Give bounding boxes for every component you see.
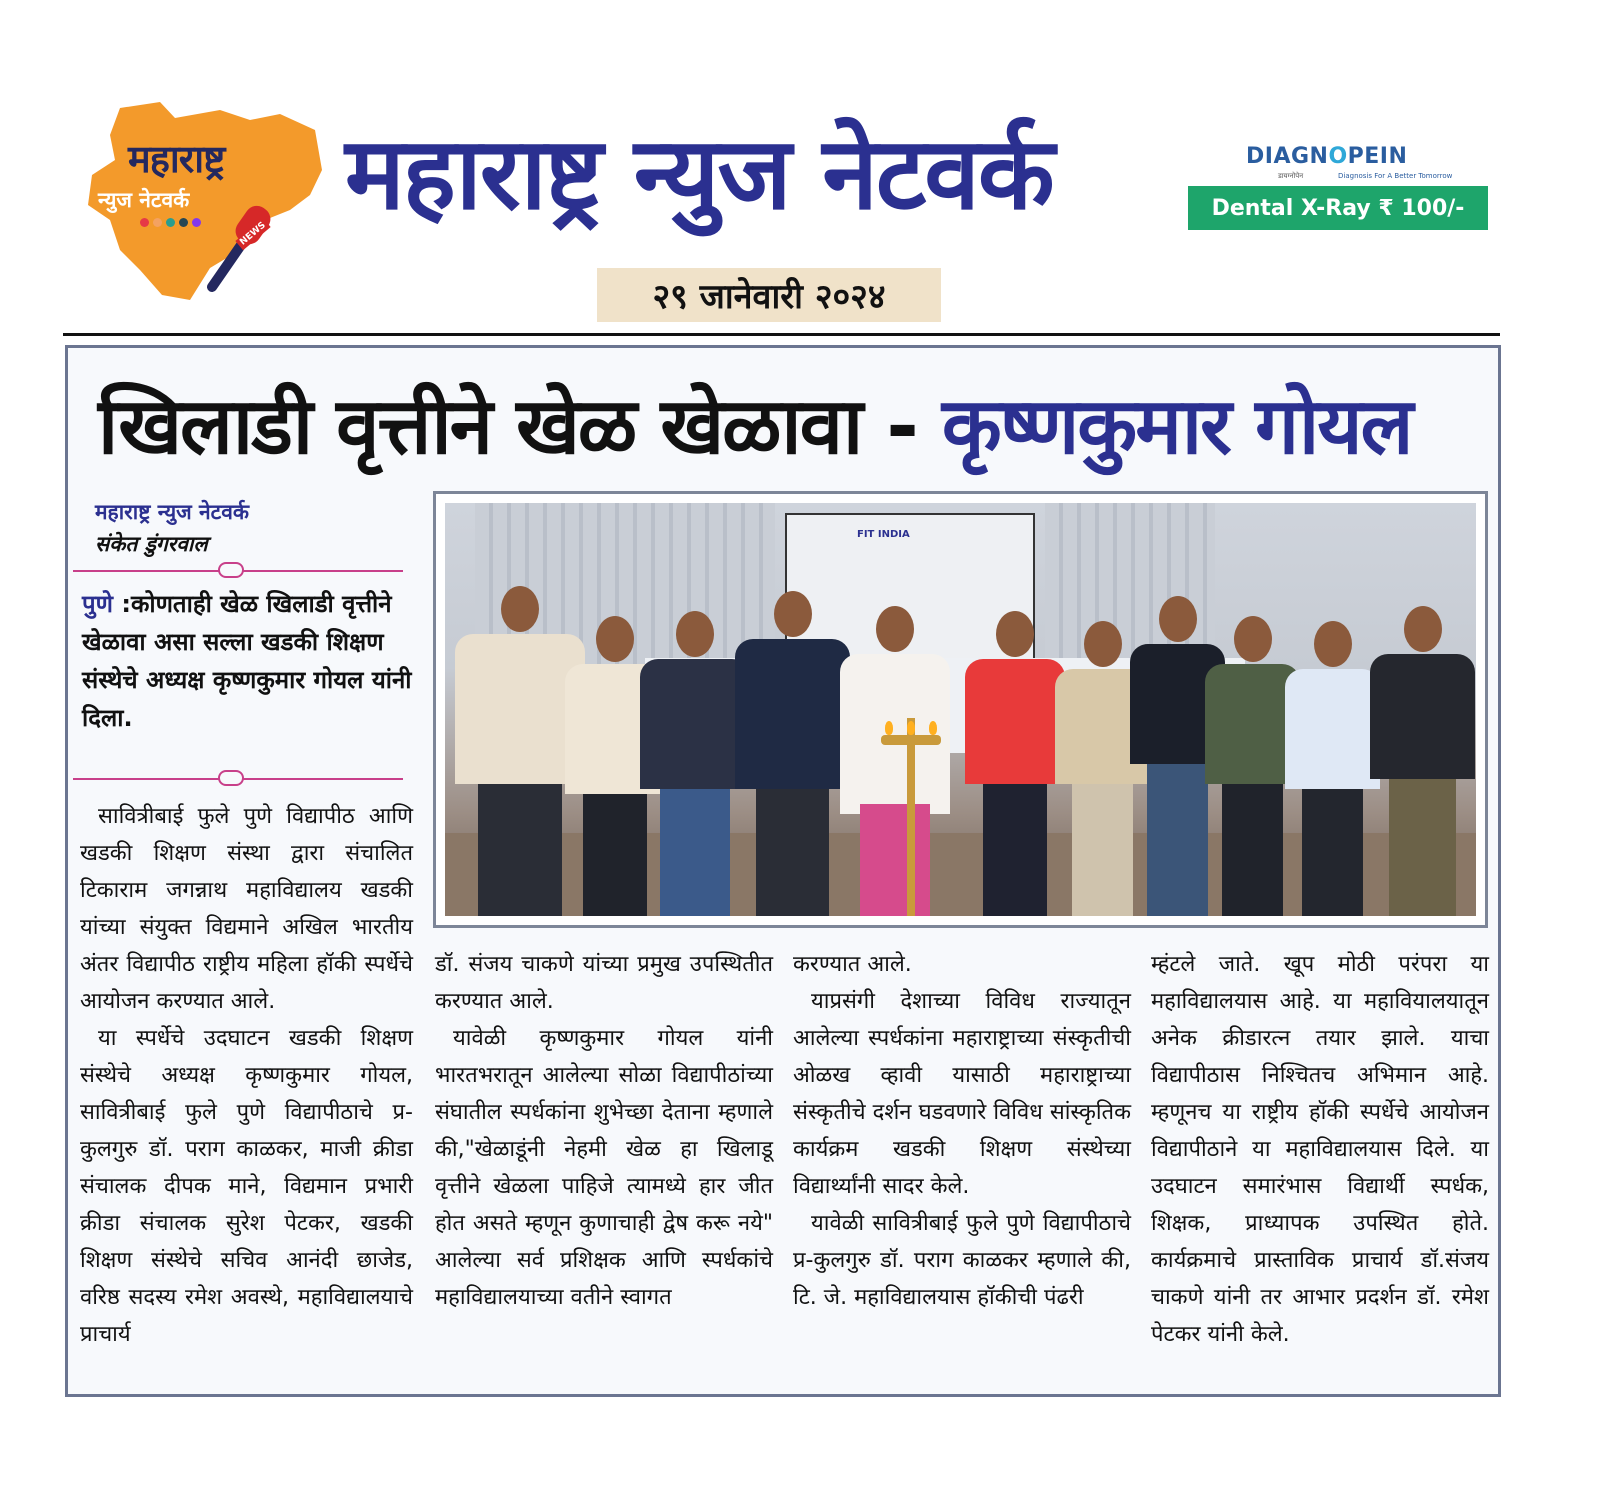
article-photo — [433, 491, 1488, 928]
paragraph: यावेळी सावित्रीबाई फुले पुणे विद्यापीठाचे प्र-कुलगुरु डॉ. पराग काळकर म्हणाले की, टि. जे. महाविद्यालयास हॉकीची पंढरी — [793, 1211, 1131, 1310]
person — [840, 606, 950, 916]
oil-lamp — [907, 718, 915, 916]
ad-offer: Dental X-Ray ₹ 100/- — [1188, 186, 1488, 230]
headline-main: खिलाडी वृत्तीने खेळ खेळावा - — [98, 382, 917, 472]
group-photo — [445, 503, 1476, 916]
paper-logo — [80, 100, 340, 310]
dateline-city: पुणे — [82, 590, 113, 618]
article-headline — [98, 370, 1411, 476]
logo-news-tag: NEWS — [235, 218, 270, 250]
article-lead — [82, 585, 412, 737]
person — [1370, 606, 1475, 916]
paragraph: डॉ. संजय चाकणे यांच्या प्रमुख उपस्थितीत करण्यात आले. — [435, 952, 773, 1014]
person — [1285, 621, 1380, 916]
headline-name: कृष्णकुमार गोयल — [941, 382, 1412, 472]
ad-tag-marathi: डायग्नोपेन — [1278, 172, 1304, 180]
masthead — [0, 0, 1600, 340]
masthead-divider — [63, 333, 1500, 336]
person — [735, 591, 850, 916]
article-column-3 — [793, 946, 1131, 1316]
divider-top — [73, 570, 403, 572]
ad-brand: DIAGNOPEIN — [1246, 144, 1408, 169]
logo-line1: महाराष्ट्र — [128, 136, 225, 181]
logo-dots — [140, 218, 201, 227]
article-column-2 — [435, 946, 773, 1316]
paragraph: या स्पर्धेचे उदघाटन खडकी शिक्षण संस्थेचे अध्यक्ष कृष्णकुमार गोयल, सावित्रीबाई फुले पुणे विद्यापीठाचे प्र-कुलगुरु डॉ. पराग काळकर, माजी क्रीडा संचालक दीपक माने, विद्यमान प्रभारी क्रीडा संचालक सुरेश पेटकर, खडकी शिक्षण संस्थेचे सचिव आनंदी छाजेड, वरिष्ठ सदस्य रमेश अवस्थे, महाविद्यालयाचे प्राचार्य — [80, 1026, 413, 1347]
byline-author: संकेत डुंगरवाल — [95, 532, 208, 556]
projector-screen: FIT INDIA — [785, 513, 1035, 663]
article-frame — [65, 345, 1501, 1397]
article-column-4 — [1151, 946, 1489, 1353]
person — [965, 611, 1065, 916]
paragraph: सावित्रीबाई फुले पुणे विद्यापीठ आणि खडकी शिक्षण संस्था द्वारा संचालित टिकाराम जगन्नाथ महाविद्यालय खडकी यांच्या संयुक्त विद्यमाने अखिल भारतीय अंतर विद्यापीठ राष्ट्रीय महिला हॉकी स्पर्धेचे आयोजन करण्यात आले. — [80, 804, 413, 1014]
paragraph: याप्रसंगी देशाच्या विविध राज्यातून आलेल्या स्पर्धकांना महाराष्ट्राच्या संस्कृतीची ओळख व्हावी यासाठी महाराष्ट्राच्या संस्कृतीचे दर्शन घडवणारे विविध सांस्कृतिक कार्यक्रम खडकी शिक्षण संस्थेच्या विद्यार्थ्यांनी सादर केले. — [793, 989, 1131, 1199]
article-column-1 — [80, 798, 413, 1353]
diagnopein-ad[interactable] — [1188, 140, 1488, 232]
paper-title: महाराष्ट्र न्युज नेटवर्क — [345, 115, 1053, 232]
paragraph: यावेळी कृष्णकुमार गोयल यांनी भारतभरातून आलेल्या सोळा विद्यापीठांच्या संघातील स्पर्धकांना शुभेच्छा देताना म्हणाले की,"खेळाडूंनी नेहमी खेळ हा खिलाडू वृत्तीने खेळला पाहिजे त्यामध्ये हार जीत होत असते म्हणून कुणाचाही द्वेष करू नये" आलेल्या सर्व प्रशिक्षक आणि स्पर्धकांचे महाविद्यालयाच्या वतीने स्वागत — [435, 1026, 773, 1310]
lead-text: :कोणताही खेळ खिलाडी वृत्तीने खेळावा असा सल्ला खडकी शिक्षण संस्थेचे अध्यक्ष कृष्णकुमार गोयल यांनी दिला. — [82, 590, 412, 732]
byline-org: महाराष्ट्र न्युज नेटवर्क — [95, 500, 250, 524]
person — [640, 611, 750, 916]
ad-tagline: Diagnosis For A Better Tomorrow — [1338, 172, 1453, 180]
byline — [95, 498, 249, 558]
issue-date: २९ जानेवारी २०२४ — [597, 268, 941, 322]
paragraph: म्हंटले जाते. खूप मोठी परंपरा या महाविद्यालयास आहे. या महावियालयातून अनेक क्रीडारत्न तयार झाले. याचा विद्यापीठास निश्चितच अभिमान आहे. म्हणूनच या राष्ट्रीय हॉकी स्पर्धेचे आयोजन विद्यापीठाने या महाविद्यालयास दिले. या उदघाटन समारंभास विद्यार्थी स्पर्धक, शिक्षक, प्राध्यापक उपस्थित होते. कार्यक्रमाचे प्रास्ताविक प्राचार्य डॉ.संजय चाकणे यांनी तर आभार प्रदर्शन डॉ. रमेश पेटकर यांनी केले. — [1151, 952, 1489, 1347]
paragraph: करण्यात आले. — [793, 952, 912, 977]
logo-line2: न्युज नेटवर्क — [98, 188, 190, 212]
divider-bottom — [73, 778, 403, 780]
